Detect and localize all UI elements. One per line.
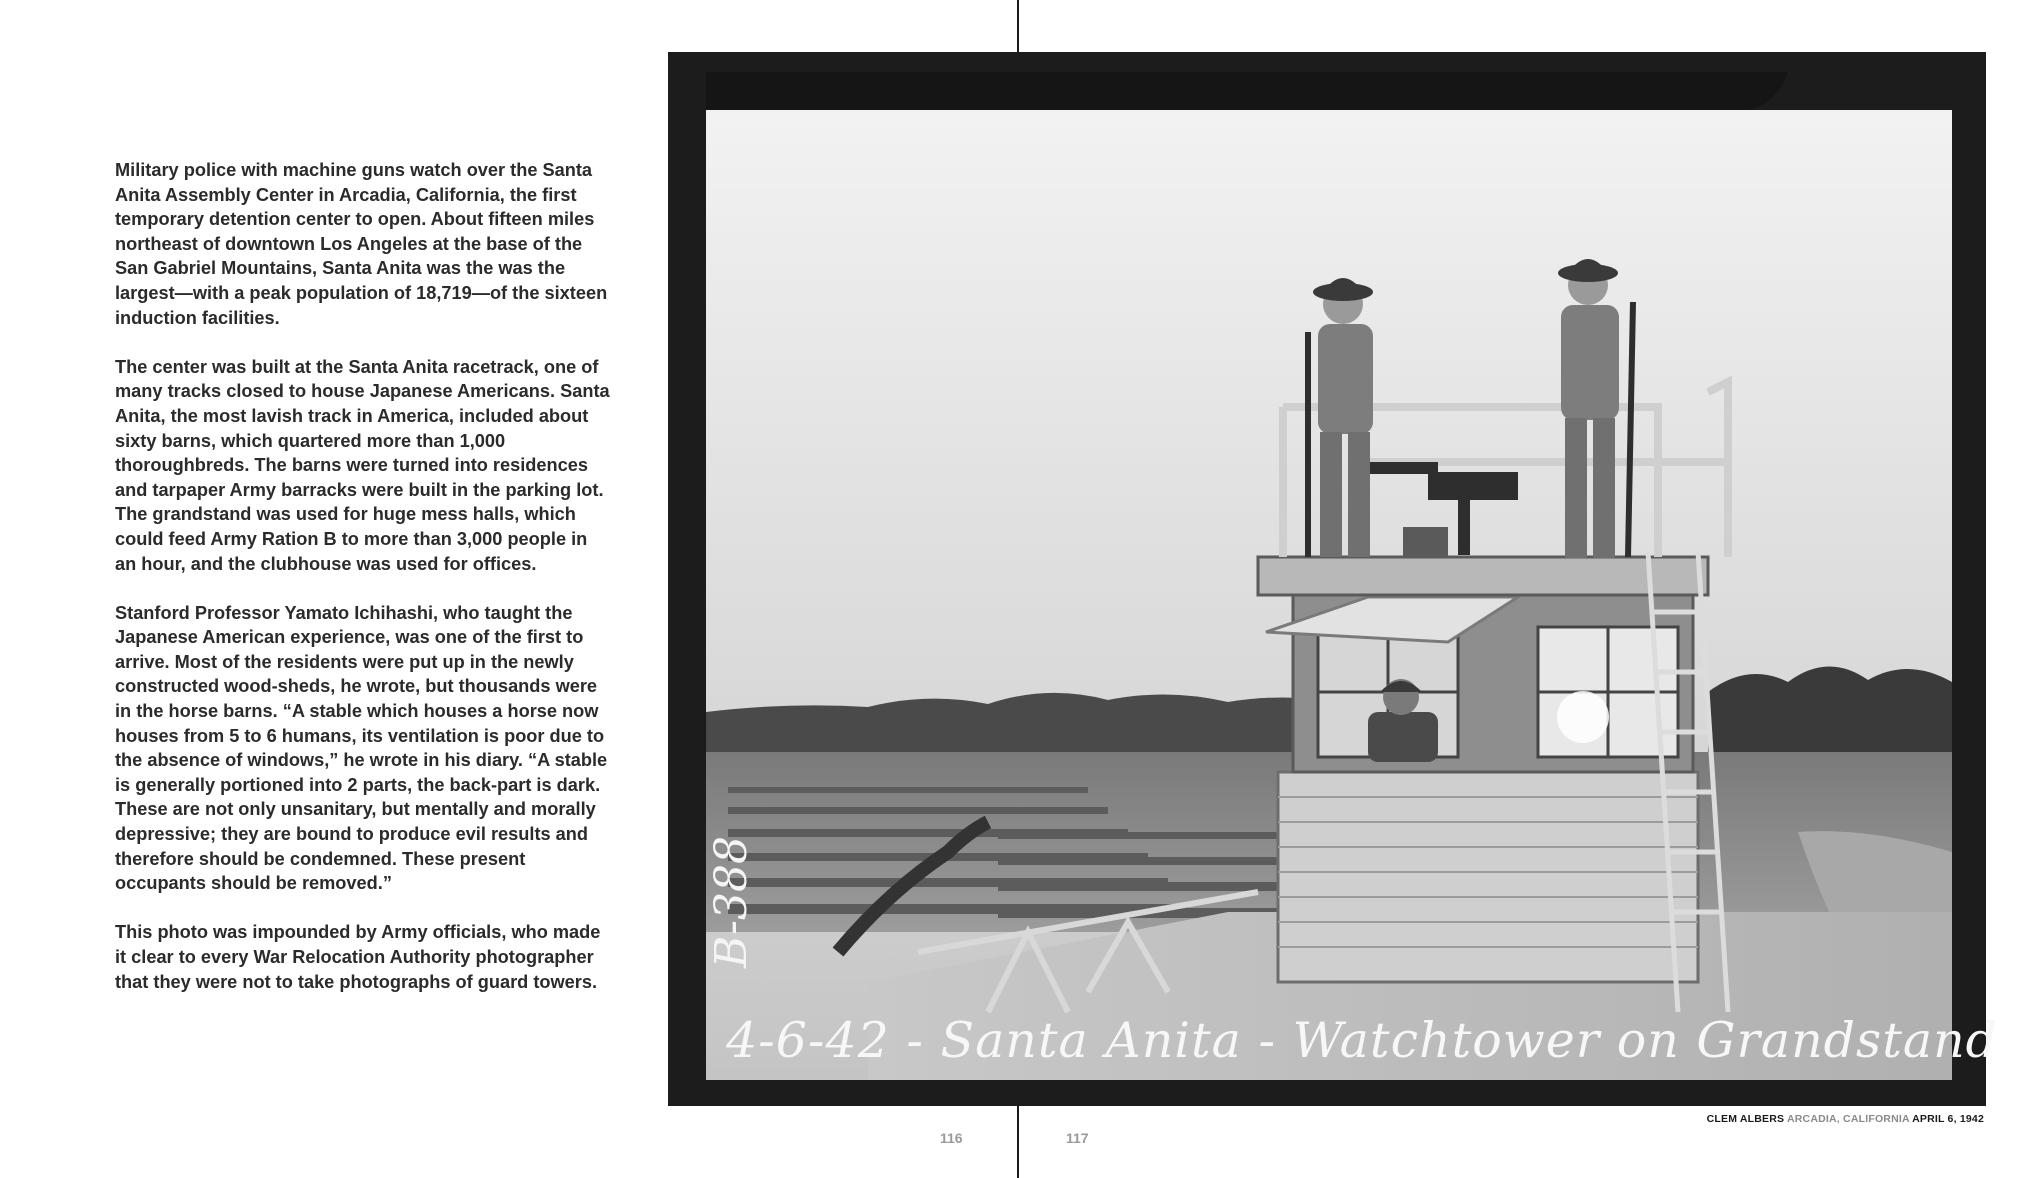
photo-credit — [1707, 1113, 1984, 1125]
body-paragraph-1: Military police with machine guns watch over the Santa Anita Assembly Center in Arcadia, California, the first temporary detention center to open. About fifteen miles northeast of downtown Los Angeles at the base of the San Gabriel Mountains, Santa Anita was the was the largest—with a peak population of 18,719—of the sixteen induction facilities. — [115, 160, 608, 328]
body-paragraph-2: The center was built at the Santa Anita racetrack, one of many tracks closed to house Japanese Americans. Santa Anita, the most lavish track in America, included about sixty barns, which quartered more than 1,000 thoroughbreds. The barns were turned into residences and tarpaper Army barracks were built in the parking lot. The grandstand was used for huge mess halls, which could feed Army Ration B to more than 3,000 people in an hour, and the clubhouse was used for offices. — [115, 356, 610, 574]
body-text-column — [115, 158, 610, 1019]
watchtower-photograph — [668, 52, 1999, 1106]
body-paragraph-4: This photo was impounded by Army officials, who made it clear to every War Relocation Authority photographer that they were not to take photographs of guard towers. — [115, 922, 601, 992]
photo-illustration — [668, 52, 1999, 1106]
negative-number: B-388 — [706, 836, 757, 968]
handwritten-caption: 4-6-42 - Santa Anita - Watchtower on Grandstand — [726, 1012, 1999, 1069]
page-number-left: 116 — [940, 1130, 963, 1146]
credit-photographer: CLEM ALBERS — [1706, 1113, 1785, 1125]
credit-location: ARCADIA, CALIFORNIA — [1786, 1113, 1910, 1125]
page-number-right: 117 — [1066, 1130, 1089, 1146]
body-paragraph-3: Stanford Professor Yamato Ichihashi, who taught the Japanese American experience, was one of the first to arrive. Most of the residents were put up in the newly constructed wood-sheds, he wrote, but thousands were in the horse barns. “A stable which houses a horse now houses from 5 to 6 humans, its ventilation is poor due to the absence of windows,” he wrote in his diary. “A stable is generally portioned into 2 parts, the back-part is dark. These are not only unsanitary, but mentally and morally depressive; they are bound to produce evil results and therefore should be condemned. These present occupants should be removed.” — [115, 602, 608, 894]
credit-date: APRIL 6, 1942 — [1912, 1113, 1984, 1125]
